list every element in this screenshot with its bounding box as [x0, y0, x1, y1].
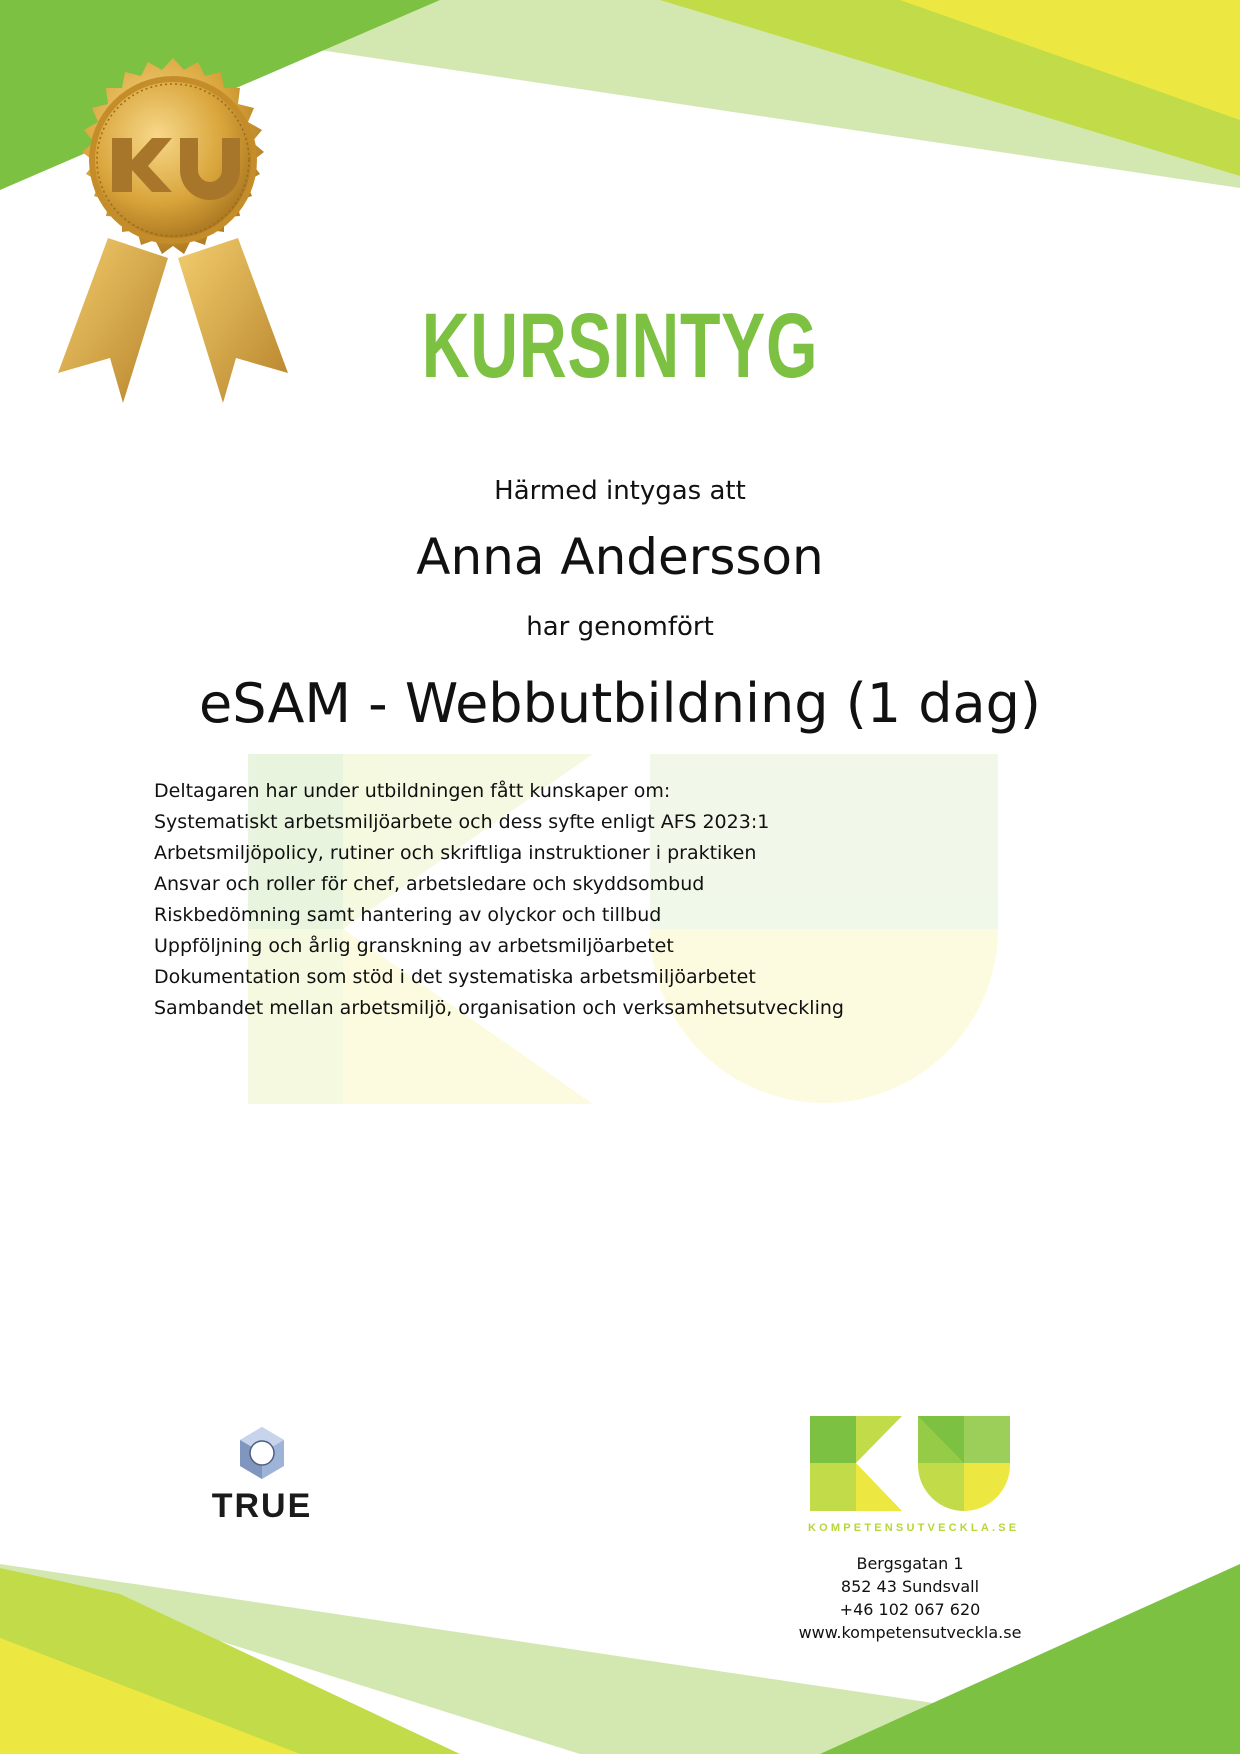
kompetensutveckla-logo-caption: KOMPETENSUTVECKLA.SE — [808, 1522, 1020, 1534]
certificate-title: KURSINTYG — [421, 295, 819, 397]
address-phone: +46 102 067 620 — [839, 1600, 981, 1619]
bottom-banner-decoration — [0, 1554, 1240, 1754]
kompetensutveckla-logo — [810, 1416, 1010, 1511]
true-logo-text: TRUE — [211, 1487, 313, 1525]
knowledge-item: Riskbedömning samt hantering av olyckor och tillbud — [154, 904, 662, 926]
hexagon-ring-icon — [234, 1425, 290, 1481]
knowledge-item: Ansvar och roller för chef, arbetsledare och skyddsombud — [154, 873, 705, 895]
knowledge-item: Arbetsmiljöpolicy, rutiner och skriftliga instruktioner i praktiken — [154, 842, 757, 864]
company-address — [780, 1552, 1040, 1644]
address-postal: 852 43 Sundsvall — [840, 1577, 980, 1596]
knowledge-intro: Deltagaren har under utbildningen fått kunskaper om: — [154, 780, 671, 802]
knowledge-item: Dokumentation som stöd i det systematiska arbetsmiljöarbetet — [154, 966, 756, 988]
knowledge-item: Uppföljning och årlig granskning av arbetsmiljöarbetet — [154, 935, 674, 957]
knowledge-item: Systematiskt arbetsmiljöarbete och dess syfte enligt AFS 2023:1 — [154, 811, 770, 833]
address-street: Bergsgatan 1 — [856, 1554, 964, 1573]
true-logo — [210, 1425, 314, 1523]
completed-text: har genomfört — [526, 612, 714, 642]
knowledge-item: Sambandet mellan arbetsmiljö, organisation och verksamhetsutveckling — [154, 997, 844, 1019]
knowledge-list — [154, 776, 1074, 1024]
address-website: www.kompetensutveckla.se — [798, 1623, 1022, 1642]
course-name: eSAM - Webbutbildning (1 dag) — [198, 672, 1041, 735]
participant-name: Anna Andersson — [416, 528, 824, 586]
certification-intro: Härmed intygas att — [494, 476, 746, 506]
